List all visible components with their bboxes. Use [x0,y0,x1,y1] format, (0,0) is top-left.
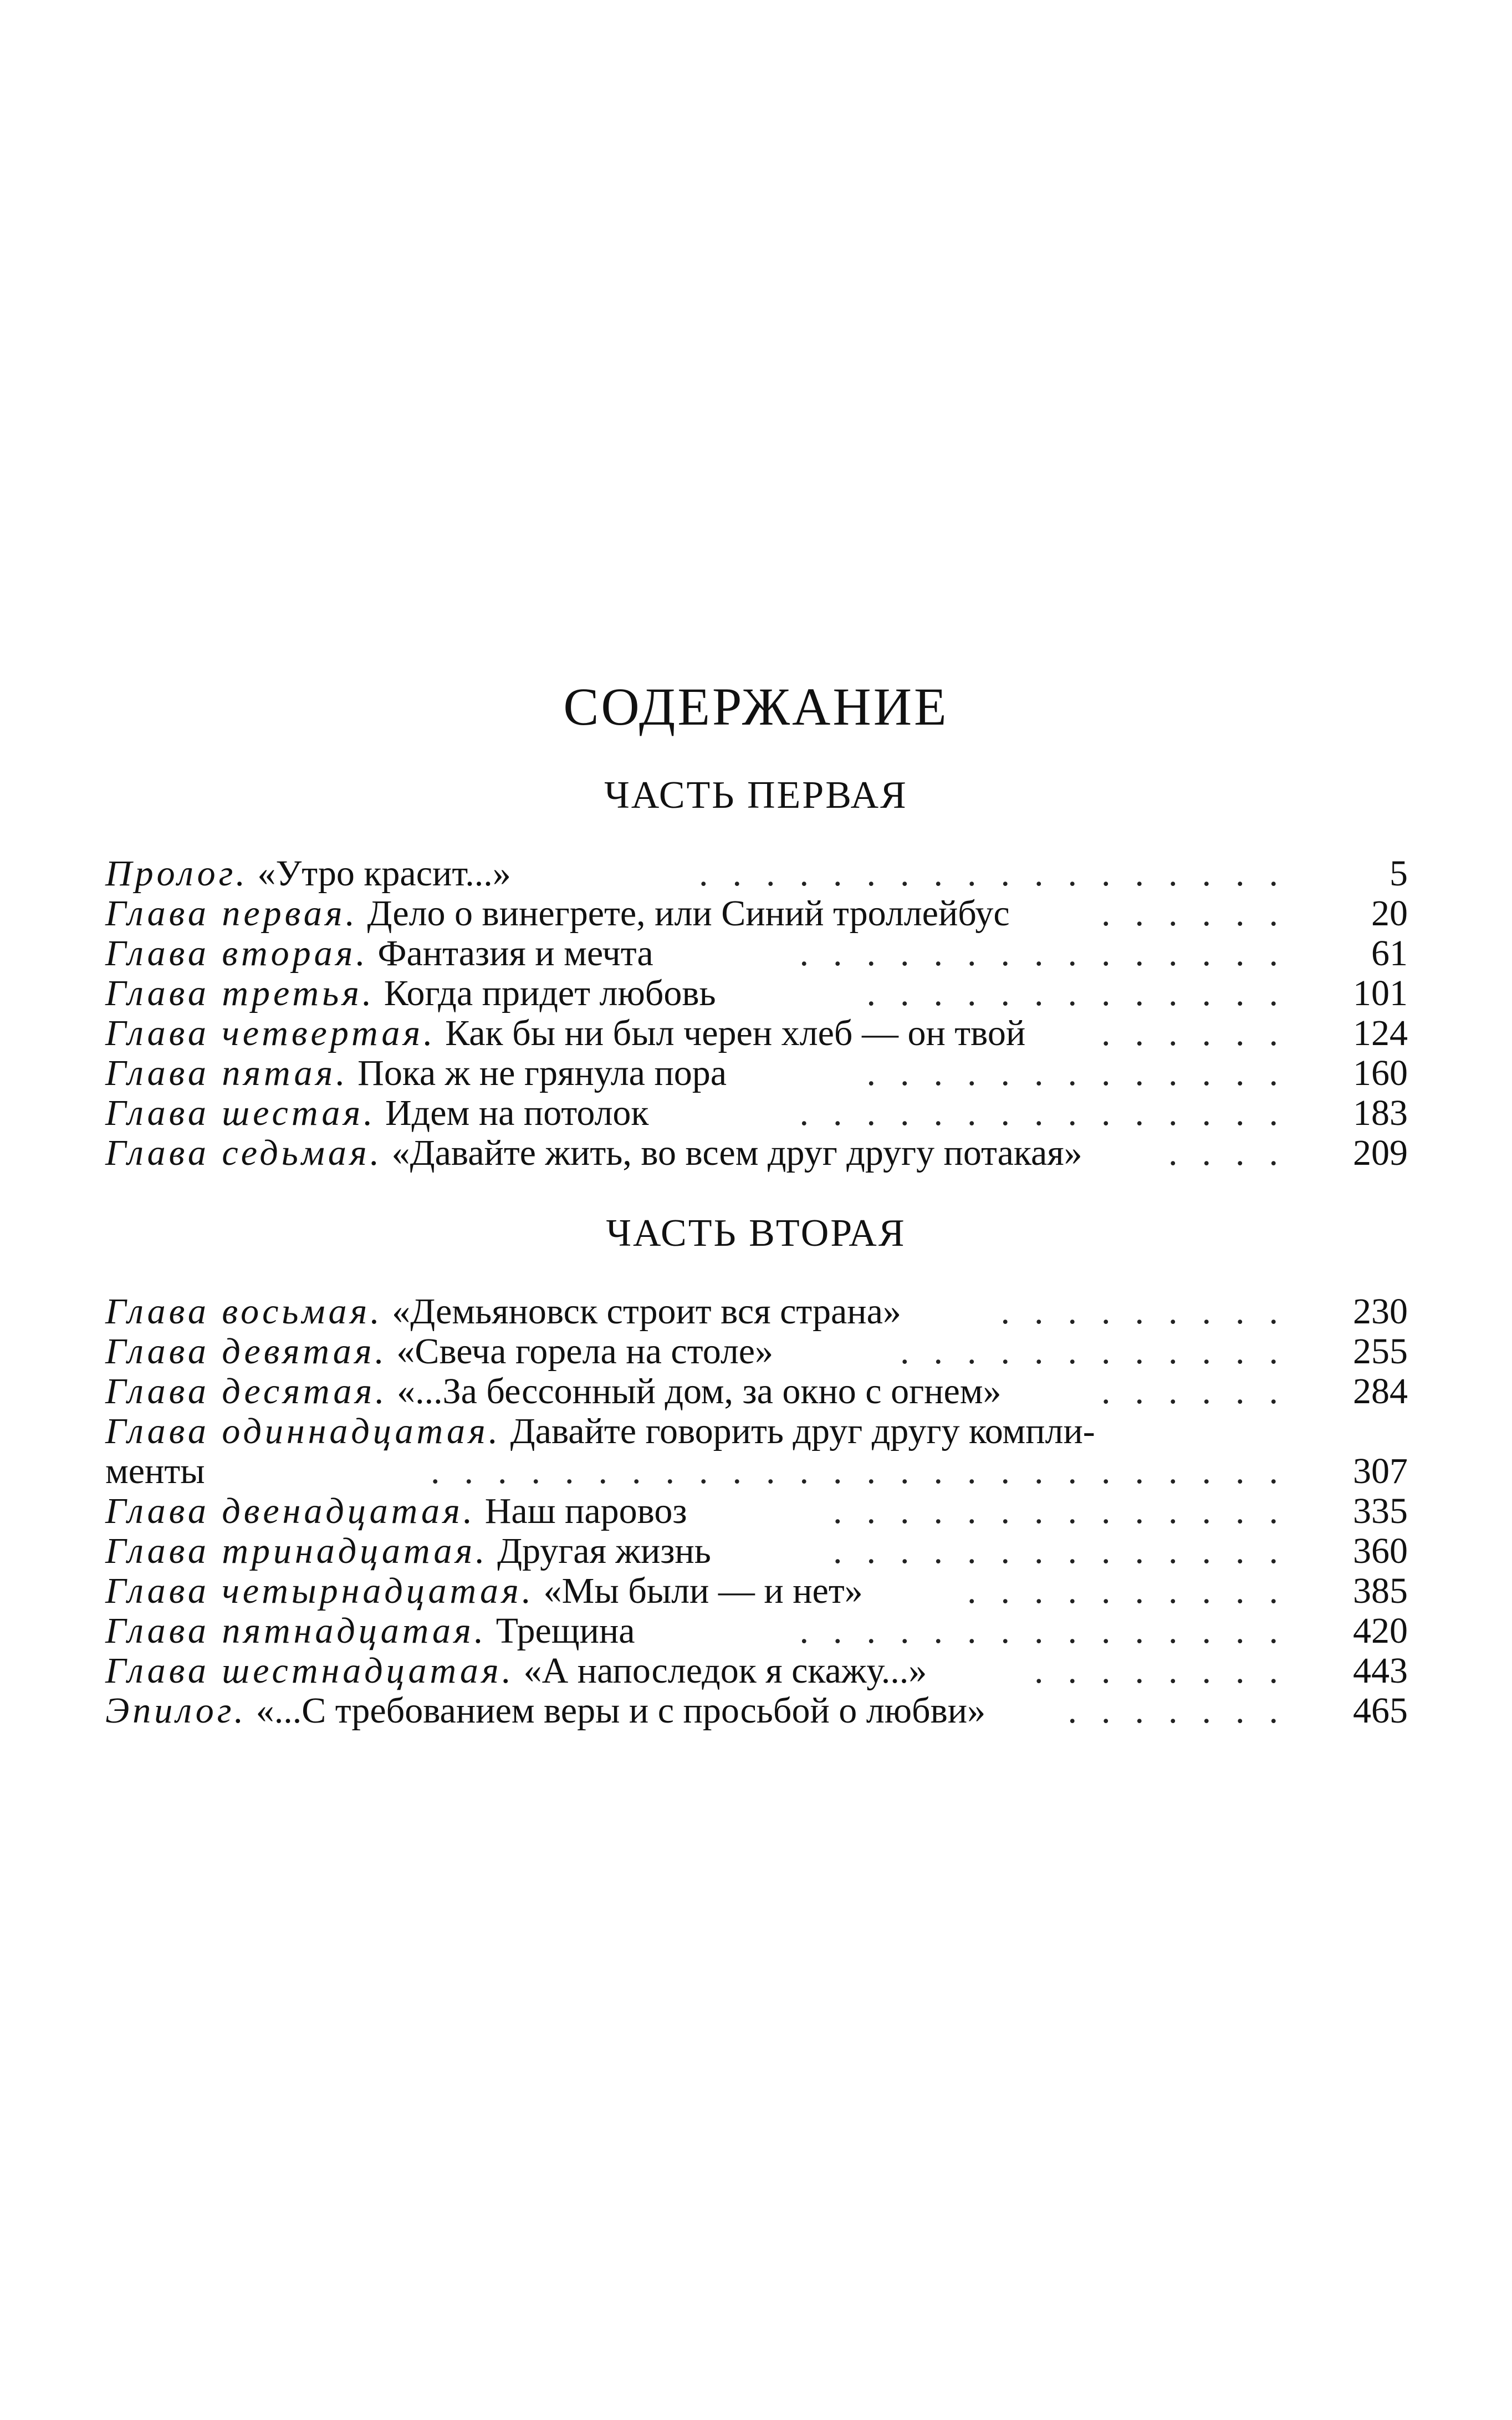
toc-entry [105,1013,1408,1053]
toc-entry [105,894,1408,934]
dot-leader: ............. [866,1053,1302,1093]
dot-leader: ............... [799,933,1302,974]
page-number: 209 [1353,1133,1408,1173]
dot-leader: ...... [1101,1013,1302,1053]
chapter-title: Фантазия и мечта [368,933,653,974]
chapter-prefix: Пролог. [105,853,248,894]
dot-leader: ........ [1034,1650,1302,1691]
toc-entry-label [105,1611,635,1651]
part-one-title: ЧАСТЬ ПЕРВАЯ [604,774,908,817]
dot-leader: ....... [1067,1690,1302,1731]
page-number: 284 [1353,1371,1408,1412]
toc-entry-label [105,974,716,1013]
chapter-title: Идем на потолок [376,1093,649,1133]
chapter-prefix: Глава тринадцатая. [105,1531,488,1571]
toc-entry [105,1292,1408,1332]
chapter-prefix: Глава третья. [105,973,375,1013]
toc-entry [105,1611,1408,1651]
chapter-title: Трещина [487,1611,635,1651]
chapter-prefix: Глава девятая. [105,1331,387,1372]
chapter-title: Другая жизнь [488,1531,711,1571]
toc-entry-label [105,1531,711,1571]
chapter-title: Дело о винегрете, или Синий троллейбус [358,893,1010,934]
toc-entry-label [105,934,653,974]
toc-entry-label [105,1292,901,1332]
chapter-prefix: Глава десятая. [105,1371,388,1412]
toc-entry-label [105,1412,1095,1451]
dot-leader: ............ [900,1331,1302,1372]
chapter-prefix: Глава шестая. [105,1093,376,1133]
toc-entry [105,1651,1408,1691]
page-number: 307 [1353,1451,1408,1491]
chapter-title: «А напоследок я скажу...» [514,1650,927,1691]
chapter-title: Давайте говорить друг другу компли- [501,1411,1095,1451]
chapter-prefix: Глава вторая. [105,933,369,974]
toc-entry [105,1053,1408,1093]
toc-entry-label [105,1053,727,1093]
chapter-prefix: Глава одиннадцатая. [105,1411,502,1451]
chapter-title: менты [105,1451,205,1491]
dot-leader: ............... [799,1611,1302,1651]
toc-entry [105,1093,1408,1133]
toc-entry [105,1691,1408,1731]
page-number: 160 [1353,1053,1408,1093]
page-number: 360 [1353,1531,1408,1571]
chapter-title: «...За бессонный дом, за окно с огнем» [387,1371,1002,1412]
chapter-title: «...С требованием веры и с просьбой о любви» [247,1690,986,1731]
chapter-title: «Давайте жить, во всем друг другу потакая» [382,1133,1082,1173]
dot-leader: ............... [799,1093,1302,1133]
toc-entry [105,1412,1408,1451]
toc-entry-label [105,1491,687,1531]
dot-leader: .... [1168,1133,1302,1173]
page-number: 443 [1353,1650,1408,1691]
page-number: 183 [1353,1093,1408,1133]
dot-leader: ...... [1101,893,1302,934]
dot-leader: .............. [833,1491,1302,1531]
chapter-title: Наш паровоз [476,1491,687,1531]
page-title: СОДЕРЖАНИЕ [563,677,949,736]
toc-entry-label [105,1651,927,1691]
toc-entry-label [105,1571,863,1611]
chapter-prefix: Глава пятая. [105,1053,349,1093]
toc-entry-label [105,1013,1025,1053]
chapter-prefix: Глава пятнадцатая. [105,1611,487,1651]
page-number: 230 [1353,1291,1408,1332]
chapter-prefix: Глава шестнадцатая. [105,1650,515,1691]
page-number: 255 [1353,1331,1408,1372]
toc-entry [105,1491,1408,1531]
page-number: 335 [1353,1491,1408,1531]
chapter-title: Когда придет любовь [375,973,716,1013]
dot-leader: ......... [1000,1291,1302,1332]
chapter-title: «Демьяновск строит вся страна» [382,1291,901,1332]
dot-leader: .......................... [431,1451,1302,1491]
page-number: 465 [1353,1690,1408,1731]
toc-entry [105,1133,1408,1173]
chapter-prefix: Глава седьмая. [105,1133,383,1173]
page-number: 124 [1353,1013,1408,1053]
toc-entry [105,1372,1408,1412]
toc-entry [105,1571,1408,1611]
toc-entry [105,974,1408,1013]
page-number: 5 [1390,853,1408,894]
toc-entry-label [105,1093,649,1133]
toc-entry-label [105,1332,773,1372]
page-number: 101 [1353,973,1408,1013]
toc-entry-label [105,1451,205,1491]
page-number: 385 [1353,1571,1408,1611]
part-two-title: ЧАСТЬ ВТОРАЯ [606,1212,906,1255]
chapter-prefix: Глава первая. [105,893,358,934]
page-number: 61 [1371,933,1408,974]
toc-entry [105,1332,1408,1372]
dot-leader: .................. [699,853,1302,894]
chapter-title: Пока ж не грянула пора [348,1053,727,1093]
toc-entry-label [105,854,511,894]
toc-entry-label [105,894,1010,934]
chapter-title: «Свеча горела на столе» [387,1331,774,1372]
chapter-prefix: Глава четвертая. [105,1013,436,1053]
page-number: 420 [1353,1611,1408,1651]
toc-part-one [105,854,1408,1173]
chapter-title: «Мы были — и нет» [534,1571,863,1611]
dot-leader: ............. [866,973,1302,1013]
dot-leader: .............. [833,1531,1302,1571]
dot-leader: .......... [967,1571,1302,1611]
toc-entry [105,854,1408,894]
toc-entry [105,934,1408,974]
toc-entry-label [105,1372,1002,1412]
chapter-prefix: Глава восьмая. [105,1291,383,1332]
toc-entry-label [105,1691,985,1731]
page-number: 20 [1371,893,1408,934]
chapter-title: «Утро красит...» [248,853,511,894]
toc-entry [105,1451,1408,1491]
chapter-title: Как бы ни был черен хлеб — он твой [436,1013,1026,1053]
chapter-prefix: Глава четырнадцатая. [105,1571,535,1611]
toc-entry [105,1531,1408,1571]
chapter-prefix: Глава двенадцатая. [105,1491,476,1531]
toc-part-two [105,1292,1408,1731]
dot-leader: ...... [1101,1371,1302,1412]
toc-entry-label [105,1133,1082,1173]
chapter-prefix: Эпилог. [105,1690,247,1731]
